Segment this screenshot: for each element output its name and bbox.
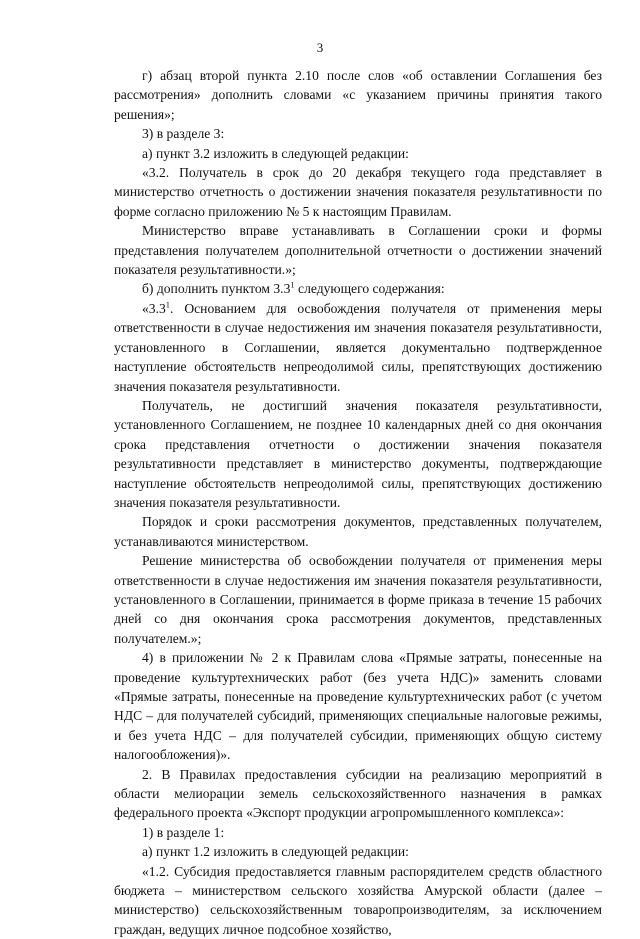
paragraph <box>114 279 602 298</box>
paragraph-text: следующего содержания: <box>294 281 445 297</box>
paragraph: Порядок и сроки рассмотрения документов, представленных получателем, устанавливаются министерством. <box>114 514 602 549</box>
paragraph: Решение министерства об освобождении получателя от применения меры ответственности в случае недостижения им значения показателя результативности, установленного в Соглашении, принимается в форме приказа в течение 15 рабочих дней со дня окончания срока рассмотрения документов, представленных получателем.»; <box>114 553 602 646</box>
superscript: 1 <box>290 279 295 290</box>
paragraph: Министерство вправе устанавливать в Соглашении сроки и формы представления получателем дополнительной отчетности о достижении значений показателя результативности.»; <box>114 223 602 278</box>
paragraph: а) пункт 3.2 изложить в следующей редакции: <box>142 145 409 161</box>
paragraph: Получатель, не достигший значения показателя результативности, установленного Соглашением, не позднее 10 календарных дней со дня окончания срока представления отчетности о достижении значения показателя результативности представляет в министерство документы, подтверждающие наступление обстоятельств непреодолимой силы, препятствующих достижению значения показателя результативности. <box>114 397 602 510</box>
paragraph: «1.2. Субсидия предоставляется главным распорядителем средств областного бюджета – министерством сельского хозяйства Амурской области (далее – министерство) сельскохозяйственным товаропроизводителям, за исключением граждан, ведущих личное подсобное хозяйство, <box>114 863 602 937</box>
paragraph-text: . Основанием для освобождения получателя от применения меры ответственности в случае недостижения им значения показателя результативности, установленного в Соглашении, является документально подтвержденное наступление обстоятельств непреодолимой силы, препятствующих достижению значения показателя результативности. <box>114 300 602 394</box>
paragraph: 4) в приложении № 2 к Правилам слова «Прямые затраты, понесенные на проведение культуртехнических работ (без учета НДС)» заменить словами «Прямые затраты, понесенные на проведение культуртехнических работ (с учетом НДС – для получателей субсидий, применяющих специальные налоговые режимы, и без учета НДС – для получателей субсидии, применяющих общую систему налогообложения)». <box>114 650 602 763</box>
paragraph: г) абзац второй пункта 2.10 после слов «об оставлении Соглашения без рассмотрения» дополнить словами «с указанием причины принятия такого решения»; <box>114 68 602 122</box>
paragraph: «3.2. Получатель в срок до 20 декабря текущего года представляет в министерство отчетность о достижении значения показателя результативности по форме согласно приложению № 5 к настоящим Правилам. <box>114 165 602 219</box>
document-body <box>114 66 602 939</box>
paragraph: 2. В Правилах предоставления субсидии на реализацию мероприятий в области мелиорации земель сельскохозяйственного назначения в рамках федерального проекта «Экспорт продукции агропромышленного комплекса»: <box>114 766 602 821</box>
paragraph: 3) в разделе 3: <box>142 126 225 142</box>
paragraph-text: «3.3 <box>142 300 166 316</box>
page-number: 3 <box>316 40 324 55</box>
superscript: 1 <box>165 299 171 310</box>
paragraph <box>114 299 602 396</box>
paragraph: 1) в разделе 1: <box>142 824 225 840</box>
paragraph-text: б) дополнить пунктом 3.3 <box>142 281 291 297</box>
paragraph: а) пункт 1.2 изложить в следующей редакции: <box>142 844 409 860</box>
